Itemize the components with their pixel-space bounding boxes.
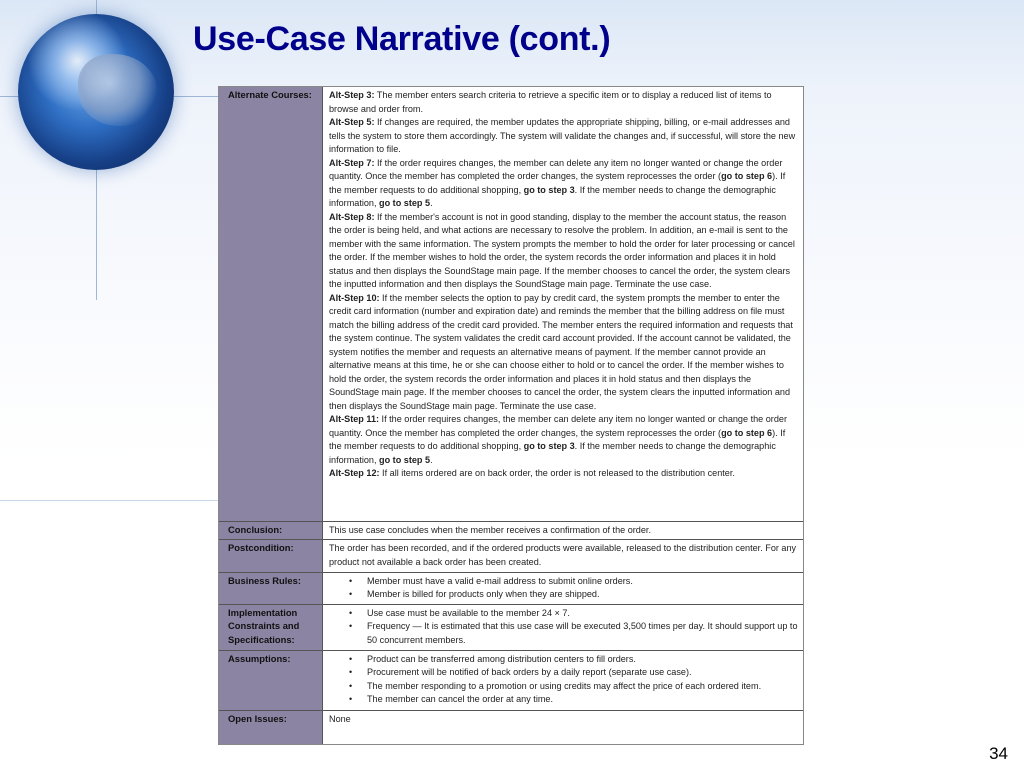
alt-step-11-goto-5: go to step 5	[379, 454, 431, 465]
alt-step-11-text-4: .	[430, 454, 433, 465]
alt-step-10-head: Alt-Step 10:	[329, 292, 380, 303]
label-assumptions: Assumptions:	[219, 650, 323, 710]
alt-step-11-text-2: ). If the member requests to do additional shopping,	[329, 427, 786, 451]
alt-step-11-text-3: . If the member needs to change the demographic information,	[329, 441, 776, 465]
globe-icon	[18, 14, 174, 170]
row-alternate-courses	[219, 87, 803, 521]
alt-step-5-text: If changes are required, the member updates the appropriate shipping, billing, or e-mail addresses and tells the system to store them accordingly. The system will validate the changes and, if successful, will store the new information to file.	[329, 117, 796, 154]
list-item: • Member must have a valid e-mail address to submit online orders.	[329, 575, 798, 589]
alt-step-11	[329, 413, 798, 467]
open-issues-text: None	[329, 713, 351, 724]
alt-step-8-head: Alt-Step 8:	[329, 211, 375, 222]
label-business-rules: Business Rules:	[219, 572, 323, 604]
alt-step-3-text: The member enters search criteria to retrieve a specific item or to display a reduced list of items to browse and order from.	[329, 90, 772, 114]
label-alternate-courses: Alternate Courses:	[219, 87, 323, 521]
business-rules-content	[323, 572, 804, 604]
conclusion-text: This use case concludes when the member receives a confirmation of the order.	[323, 521, 804, 540]
alt-step-11-head: Alt-Step 11:	[329, 414, 380, 424]
row-conclusion	[219, 521, 803, 540]
alt-step-10-text: If the member selects the option to pay by credit card, the system prompts the member to enter the credit card information (number and expiration date) and reminds the member that the billing address on file must match the billing address of the credit card provided. The member enters the required information and requests that the system continue. The system validates the credit card account provided. If the account cannot be validated, the system notifies the member and requests an alternative means of payment. If the member cannot provide an alternative means at this time, he or she can choose either to hold or to cancel the order. If the member wishes to hold the order, the system records the order information and places it in hold status and then displays the SoundStage main page. If the member chooses to cancel the order, the system clears the inputted information and then displays the SoundStage main page. Terminate the use case.	[329, 292, 793, 411]
row-postcondition	[219, 540, 803, 572]
page-number: 34	[989, 744, 1008, 763]
alt-step-7-goto-6: go to step 6	[721, 171, 773, 181]
slide-title: Use-Case Narrative (cont.)	[193, 20, 611, 58]
row-open-issues	[219, 710, 803, 744]
assumptions-list	[329, 653, 798, 707]
list-item: • Product can be transferred among distribution centers to fill orders.	[329, 653, 798, 667]
globe-continent	[78, 54, 158, 126]
alt-step-11-text-1: If the order requires changes, the member can delete any item no longer wanted or change the order quantity. Once the member has completed the order changes, the system reprocesses the order (	[329, 414, 787, 438]
alt-step-7	[329, 157, 798, 211]
alt-step-7-head: Alt-Step 7:	[329, 157, 375, 168]
list-item: • Use case must be available to the member 24 × 7.	[329, 607, 798, 621]
alt-step-12-head: Alt-Step 12:	[329, 468, 380, 478]
alt-step-8	[329, 211, 798, 292]
list-item: • The member can cancel the order at any time.	[329, 693, 798, 707]
alt-step-7-goto-5: go to step 5	[379, 198, 431, 208]
list-item: • Member is billed for products only when they are shipped.	[329, 588, 798, 602]
alt-step-7-text-1: If the order requires changes, the member can delete any item no longer wanted or change the order quantity. Once the member has completed the order changes, the system reprocesses the order (	[329, 157, 783, 181]
background-line	[0, 500, 230, 501]
alt-step-3-head: Alt-Step 3:	[329, 90, 375, 100]
row-business-rules	[219, 572, 803, 604]
alt-step-12	[329, 467, 798, 481]
postcondition-text: The order has been recorded, and if the ordered products were available, released to the distribution center. For any product not available a back order has been created.	[323, 540, 804, 572]
alt-step-5	[329, 116, 798, 157]
assumptions-content	[323, 650, 804, 710]
business-rules-list	[329, 575, 798, 602]
use-case-table	[219, 87, 803, 744]
use-case-document	[218, 86, 804, 745]
alt-step-11-goto-6: go to step 6	[721, 427, 773, 438]
alt-step-12-text: If all items ordered are on back order, the order is not released to the distribution center.	[379, 468, 735, 478]
alt-step-10	[329, 292, 798, 414]
alt-step-7-text-3: . If the member needs to change the demographic information,	[329, 184, 776, 208]
implementation-content	[323, 604, 804, 650]
implementation-list	[329, 607, 798, 648]
label-postcondition: Postcondition:	[219, 540, 323, 572]
alt-step-5-head: Alt-Step 5:	[329, 117, 375, 127]
label-implementation: Implementation Constraints and Specifications:	[219, 604, 323, 650]
list-item: • The member responding to a promotion or using credits may affect the price of each ordered item.	[329, 680, 798, 694]
label-conclusion: Conclusion:	[219, 521, 323, 540]
alt-step-11-goto-3: go to step 3	[523, 441, 575, 451]
alt-step-7-goto-3: go to step 3	[523, 184, 575, 195]
list-item: • Procurement will be notified of back orders by a daily report (separate use case).	[329, 666, 798, 680]
alternate-courses-content	[323, 87, 804, 521]
alt-step-8-text: If the member's account is not in good standing, display to the member the account status, the reason the order is being held, and what actions are necessary to resolve the problem. In addition, an e-mail is sent to the member with the same information. The system prompts the member to hold the order for later processing or cancel the order. If the member wishes to hold the order, the system records the order information and places it in hold status and then displays the SoundStage main page. If the member chooses to cancel the order, the system clears the inputted information and then displays the SoundStage main page. Terminate the use case.	[329, 211, 795, 289]
label-open-issues: Open Issues:	[219, 710, 323, 744]
row-implementation	[219, 604, 803, 650]
list-item: • Frequency — It is estimated that this use case will be executed 3,500 times per day. It should support up to 50 concurrent members.	[329, 620, 798, 647]
alt-step-7-text-2: ). If the member requests to do additional shopping,	[329, 171, 786, 195]
alt-step-7-text-4: .	[430, 198, 433, 208]
alt-step-3	[329, 89, 798, 116]
row-assumptions	[219, 650, 803, 710]
